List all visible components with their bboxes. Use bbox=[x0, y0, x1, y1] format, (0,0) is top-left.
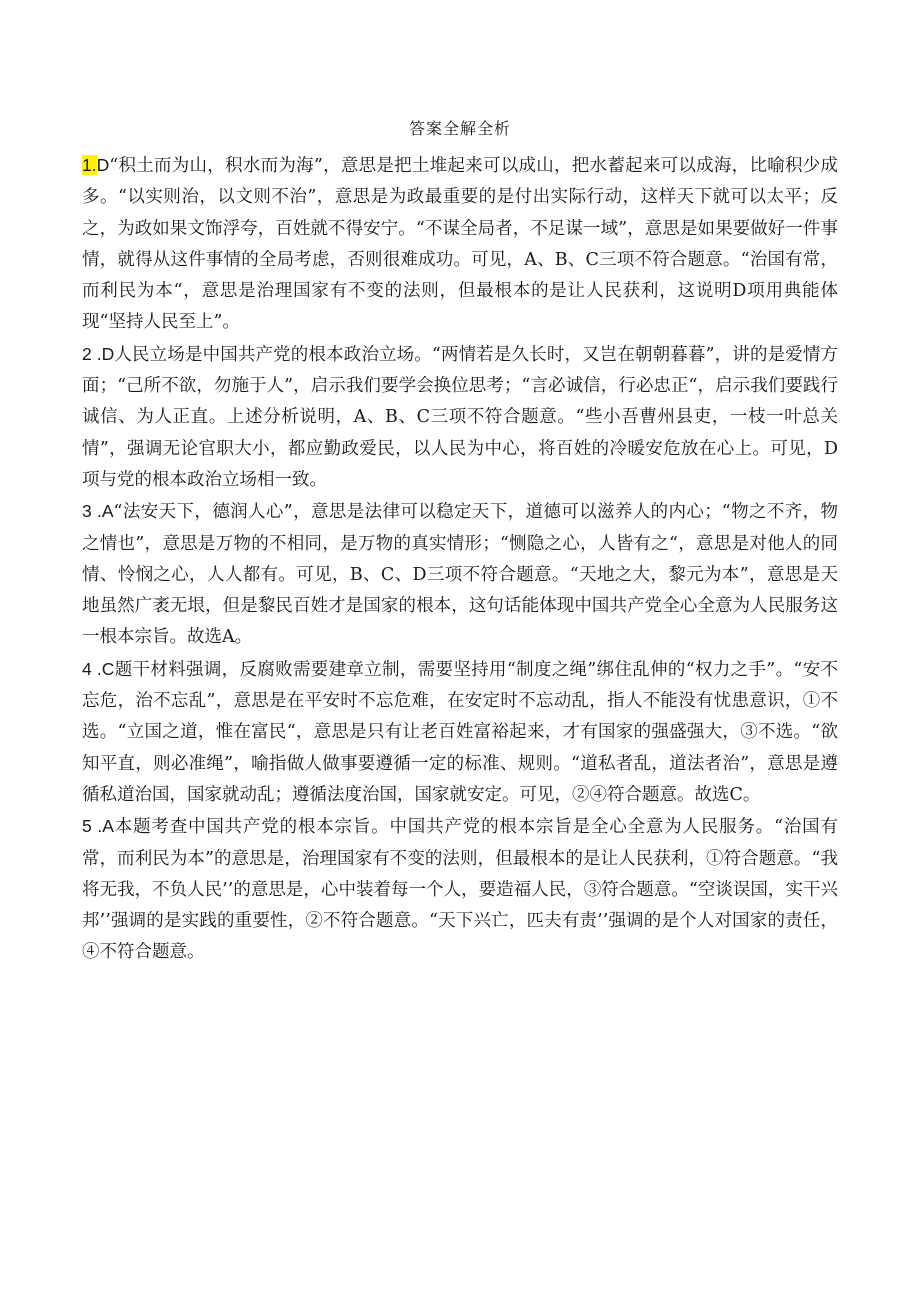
answer-list bbox=[82, 150, 838, 969]
answer-explanation: 本题考查中国共产党的根本宗旨。中国共产党的根本宗旨是全心全意为人民服务。“治国有常，而利民为本”的意思是，治理国家有不变的法则，但最根本的是让人民获利，①符合题意。“我将无我，不负人民’’的意思是，心中装着每一个人，要造福人民，③符合题意。“空谈误国，实干兴邦’’强调的是实践的重要性，②不符合题意。“天下兴亡，匹夫有责’’强调的是个人对国家的责任，④不符合题意。 bbox=[82, 817, 838, 963]
answer-number: 2 . bbox=[82, 343, 102, 364]
answer-choice: D bbox=[101, 343, 115, 364]
answer-item-3 bbox=[82, 496, 838, 653]
answer-number: 5 . bbox=[82, 816, 103, 837]
answer-explanation: “法安天下，德润人心”，意思是法律可以稳定天下，道德可以滋养人的内心；“物之不齐，物之情也”，意思是万物的不相同，是万物的真实情形；“恻隐之心，人皆有之“，意思是对他人的同情、怜悯之心，人人都有。可见，B、C、D三项不符合题意。“天地之大，黎元为本”，意思是天地虽然广袤无垠，但是黎民百姓才是国家的根本，这句话能体现中国共产党全心全意为人民服务这一根本宗旨。故选A。 bbox=[82, 502, 838, 648]
answer-choice: C bbox=[101, 658, 115, 679]
document-title: 答案全解全析 bbox=[408, 119, 511, 138]
answer-item-5 bbox=[82, 811, 838, 968]
answer-number: 4 . bbox=[82, 658, 102, 679]
answer-choice: A bbox=[102, 816, 114, 837]
answer-explanation: 题干材料强调，反腐败需要建章立制，需要坚持用“制度之绳”绑住乱伸的“权力之手”。“安不忘危，治不忘乱”，意思是在平安时不忘危难，在安定时不忘动乱，指人不能没有忧患意识，①不选。“立国之道，惟在富民“，意思是只有让老百姓富裕起来，才有国家的强盛强大，③不选。“欲知平直，则必准绳”，喻指做人做事要遵循一定的标准、规则。“道私者乱，道法者治”，意思是遵循私道治国，国家就动乱；遵循法度治国，国家就安定。可见，②④符合题意。故选C。 bbox=[82, 659, 838, 805]
answer-explanation: “积土而为山，积水而为海”，意思是把土堆起来可以成山，把水蓄起来可以成海，比喻积少成多。“以实则治，以文则不治”，意思是为政最重要的是付出实际行动，这样天下就可以太平；反之，为政如果文饰浮夸，百姓就不得安宁。“不谋全局者，不足谋一域”，意思是如果要做好一件事情，就得从这件事情的全局考虑，否则很难成功。可见，A、B、C三项不符合题意。“治国有常，而利民为本“，意思是治理国家有不变的法则，但最根本的是让人民获利，这说明D项用典能体现“坚持人民至上”。 bbox=[82, 156, 838, 333]
answer-number-highlighted: 1. bbox=[82, 155, 97, 175]
answer-item-4 bbox=[82, 654, 838, 811]
answer-explanation: 人民立场是中国共产党的根本政治立场。“两情若是久长时，又岂在朝朝暮暮”，讲的是爱情方面；“己所不欲，勿施于人”，启示我们要学会换位思考；“言必诚信，行必忠正“，启示我们要践行诚信、为人正直。上述分析说明，A、B、C三项不符合题意。“些小吾曹州县吏，一枝一叶总关情”，强调无论官职大小，都应勤政爱民，以人民为中心，将百姓的冷暖安危放在心上。可见，D项与党的根本政治立场相一致。 bbox=[82, 344, 839, 490]
answer-choice: A bbox=[101, 501, 114, 522]
answer-item-1 bbox=[82, 150, 838, 339]
answer-item-2 bbox=[82, 339, 838, 496]
answer-number: 3 . bbox=[82, 501, 102, 522]
answer-choice: D bbox=[96, 155, 110, 175]
